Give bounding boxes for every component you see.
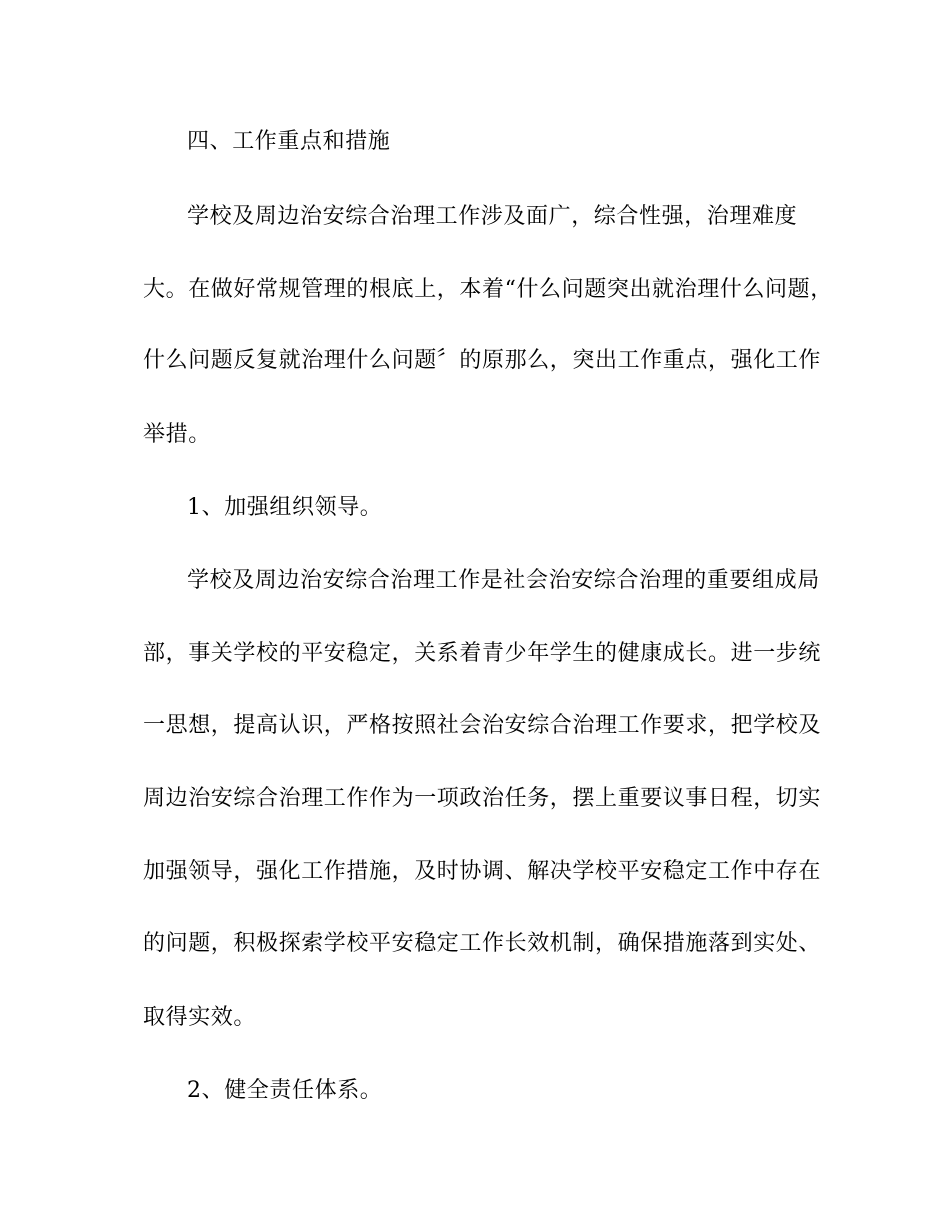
paragraph-line: 部，事关学校的平安稳定，关系着青少年学生的健康成长。进一步统 xyxy=(143,641,822,666)
section-heading: 四、工作重点和措施 xyxy=(187,129,391,154)
paragraph-line: 大。在做好常规管理的根底上，本着“什么问题突出就治理什么问题， xyxy=(143,277,833,302)
paragraph-line: 一思想，提高认识，严格按照社会治安综合治理工作要求，把学校及 xyxy=(143,713,822,738)
paragraph-line: 什么问题反复就治理什么问题〞的原那么，突出工作重点，强化工作 xyxy=(143,348,822,373)
paragraph-line: 学校及周边治安综合治理工作是社会治安综合治理的重要组成局 xyxy=(187,568,820,593)
item-heading-2: 2、健全责任体系。 xyxy=(187,1078,383,1103)
paragraph-line: 举措。 xyxy=(143,422,211,447)
paragraph-line: 周边治安综合治理工作作为一项政治任务，摆上重要议事日程，切实 xyxy=(143,786,822,811)
paragraph-line: 的问题，积极探索学校平安稳定工作长效机制，确保措施落到实处、 xyxy=(143,931,822,956)
item-heading-1: 1、加强组织领导。 xyxy=(187,495,383,520)
paragraph-line: 加强领导，强化工作措施，及时协调、解决学校平安稳定工作中存在 xyxy=(143,859,822,884)
paragraph-line: 取得实效。 xyxy=(143,1005,257,1030)
paragraph-line: 学校及周边治安综合治理工作涉及面广，综合性强，治理难度 xyxy=(187,204,798,229)
